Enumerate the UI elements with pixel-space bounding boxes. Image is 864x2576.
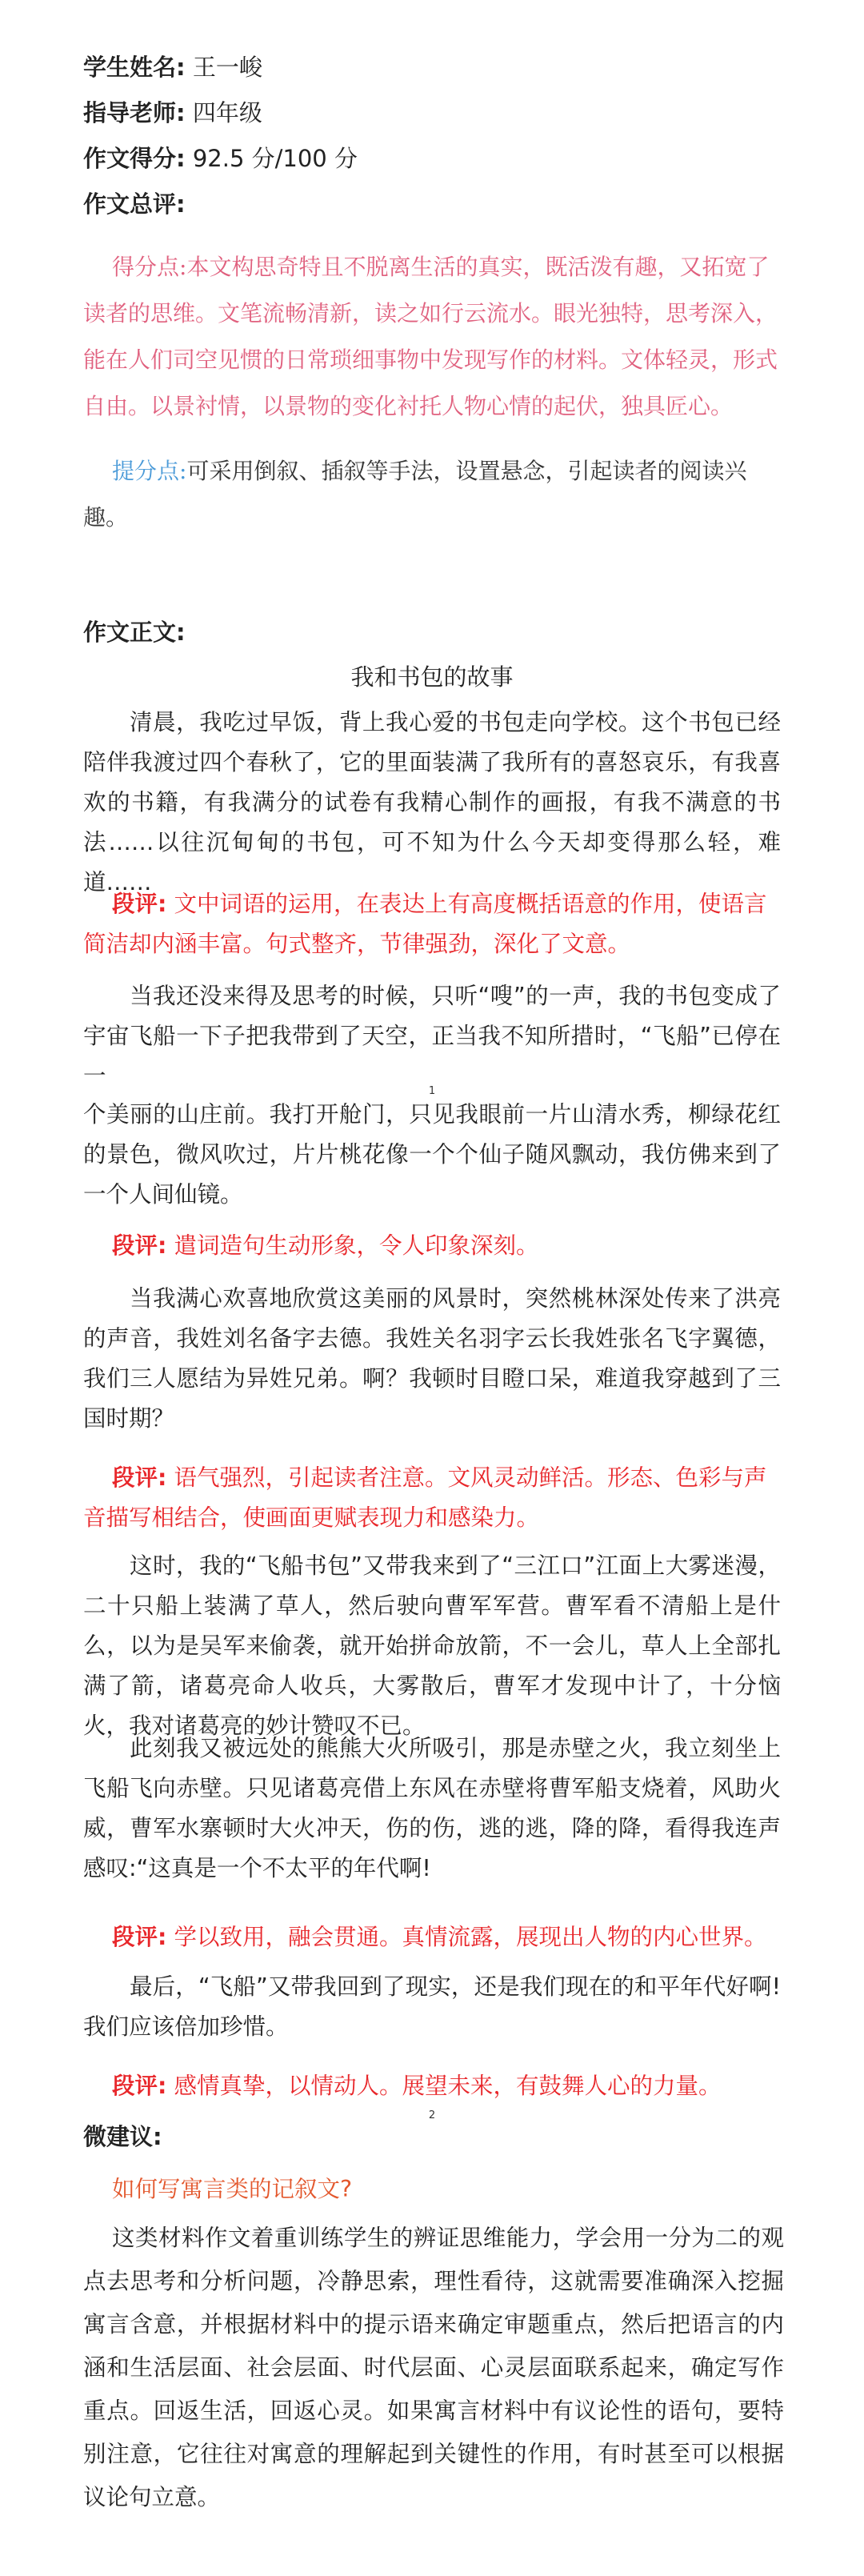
essay-paragraph-2a: 当我还没来得及思考的时候，只听“嗖”的一声，我的书包变成了宇宙飞船一下子把我带到了天空，正当我不知所措时，“飞船”已停在一 — [83, 983, 781, 1089]
score-label: 作文得分: — [83, 145, 186, 172]
review-label: 段评: — [112, 2073, 167, 2099]
improve-label: 提分点: — [112, 458, 187, 484]
paragraph-review-3 — [83, 1458, 781, 1538]
paragraph-review-2 — [83, 1226, 781, 1266]
advice-label: 微建议: — [83, 2123, 162, 2150]
essay-paragraph-6: 最后，“飞船”又带我回到了现实，还是我们现在的和平年代好啊!我们应该倍加珍惜。 — [83, 1973, 781, 2040]
score-value: 92.5 分/100 分 — [192, 145, 358, 172]
essay-paragraph-3: 当我满心欢喜地欣赏这美丽的风景时，突然桃林深处传来了洪亮的声音，我姓刘名备字去德。我姓关名羽字云长我姓张名飞字翼德，我们三人愿结为异姓兄弟。啊？我顿时目瞪口呆，难道我穿越到了三国时期？ — [83, 1285, 781, 1432]
review-label: 段评: — [112, 891, 167, 917]
essay-paragraph-1: 清晨，我吃过早饭，背上我心爱的书包走向学校。这个书包已经陪伴我渡过四个春秋了，它的里面装满了我所有的喜怒哀乐，有我喜欢的书籍，有我满分的试卷有我精心制作的画报，有我不满意的书法……以往沉甸甸的书包，可不知为什么今天却变得那么轻，难道…… — [83, 709, 781, 895]
essay-paragraph-5: 此刻我又被远处的熊熊大火所吸引，那是赤壁之火，我立刻坐上飞船飞向赤壁。只见诸葛亮借上东风在赤壁将曹军船支烧着，风助火威，曹军水寨顿时大火冲天，伤的伤，逃的逃，降的降，看得我连声感叹:“这真是一个不太平的年代啊! — [83, 1735, 781, 1881]
review-label: 段评: — [112, 1464, 167, 1491]
review-text: 文中词语的运用，在表达上有高度概括语意的作用，使语言简洁却内涵丰富。句式整齐，节律强劲，深化了文意。 — [83, 891, 767, 957]
essay-title: 我和书包的故事 — [350, 663, 514, 691]
page-number-2: 2 — [428, 2109, 436, 2121]
summary-line — [83, 188, 186, 220]
teacher-label: 指导老师: — [83, 99, 186, 126]
advice-heading: 如何写寓言类的记叙文? — [112, 2176, 353, 2202]
advice-text: 这类材料作文着重训练学生的辨证思维能力，学会用一分为二的观点去思考和分析问题，冷静思索，理性看待，这就需要准确深入挖掘寓言含意，并根据材料中的提示语来确定审题重点，然后把语言的内涵和生活层面、社会层面、时代层面、心灵层面联系起来，确定写作重点。回返生活，回返心灵。如果寓言材料中有议论性的语句，要特别注意，它往往对寓意的理解起到关键性的作用，有时甚至可以根据议论句立意。 — [83, 2225, 784, 2510]
page-number-1: 1 — [428, 1085, 436, 1097]
teacher-line — [83, 97, 262, 129]
improve-comment — [83, 448, 784, 541]
teacher-value: 四年级 — [192, 99, 262, 126]
summary-label: 作文总评: — [83, 190, 186, 218]
strength-comment — [83, 244, 784, 430]
student-name-label: 学生姓名: — [83, 54, 186, 81]
student-name: 王一峻 — [192, 54, 262, 81]
review-text: 语气强烈，引起读者注意。文风灵动鲜活。形态、色彩与声音描写相结合，使画面更赋表现力和感染力。 — [83, 1464, 767, 1531]
paragraph-review-4 — [83, 1917, 781, 1957]
review-text: 学以致用，融会贯通。真情流露，展现出人物的内心世界。 — [174, 1924, 767, 1950]
essay-paragraph-4: 这时，我的“飞船书包”又带我来到了“三江口”江面上大雾迷漫，二十只船上装满了草人，然后驶向曹军军营。曹军看不清船上是什么，以为是吴军来偷袭，就开始拼命放箭，不一会儿，草人上全部扎满了箭，诸葛亮命人收兵，大雾散后，曹军才发现中计了，十分恼火，我对诸葛亮的妙计赞叹不已。 — [83, 1552, 781, 1739]
review-text: 感情真挚，以情动人。展望未来，有鼓舞人心的力量。 — [174, 2073, 722, 2099]
strength-label: 得分点: — [112, 254, 187, 280]
student-name-line — [83, 51, 262, 83]
review-text: 遣词造句生动形象，令人印象深刻。 — [174, 1232, 539, 1259]
essay-paragraph-2b: 个美丽的山庄前。我打开舱门，只见我眼前一片山清水秀，柳绿花红的景色，微风吹过，片片桃花像一个个仙子随风飘动，我仿佛来到了一个人间仙镜。 — [83, 1101, 781, 1208]
paragraph-review-1 — [83, 884, 781, 964]
score-line — [83, 142, 358, 174]
review-label: 段评: — [112, 1232, 167, 1259]
strength-text: 本文构思奇特且不脱离生活的真实，既活泼有趣，又拓宽了读者的思维。文笔流畅清新，读之如行云流水。眼光独特，思考深入，能在人们司空见惯的日常琐细事物中发现写作的材料。文体轻灵，形式自由。以景衬情，以景物的变化衬托人物心情的起伏，独具匠心。 — [83, 254, 778, 419]
paragraph-review-5 — [83, 2066, 781, 2106]
improve-text: 可采用倒叙、插叙等手法，设置悬念，引起读者的阅读兴趣。 — [83, 458, 747, 531]
review-label: 段评: — [112, 1924, 167, 1950]
essay-section-label: 作文正文: — [83, 619, 186, 646]
